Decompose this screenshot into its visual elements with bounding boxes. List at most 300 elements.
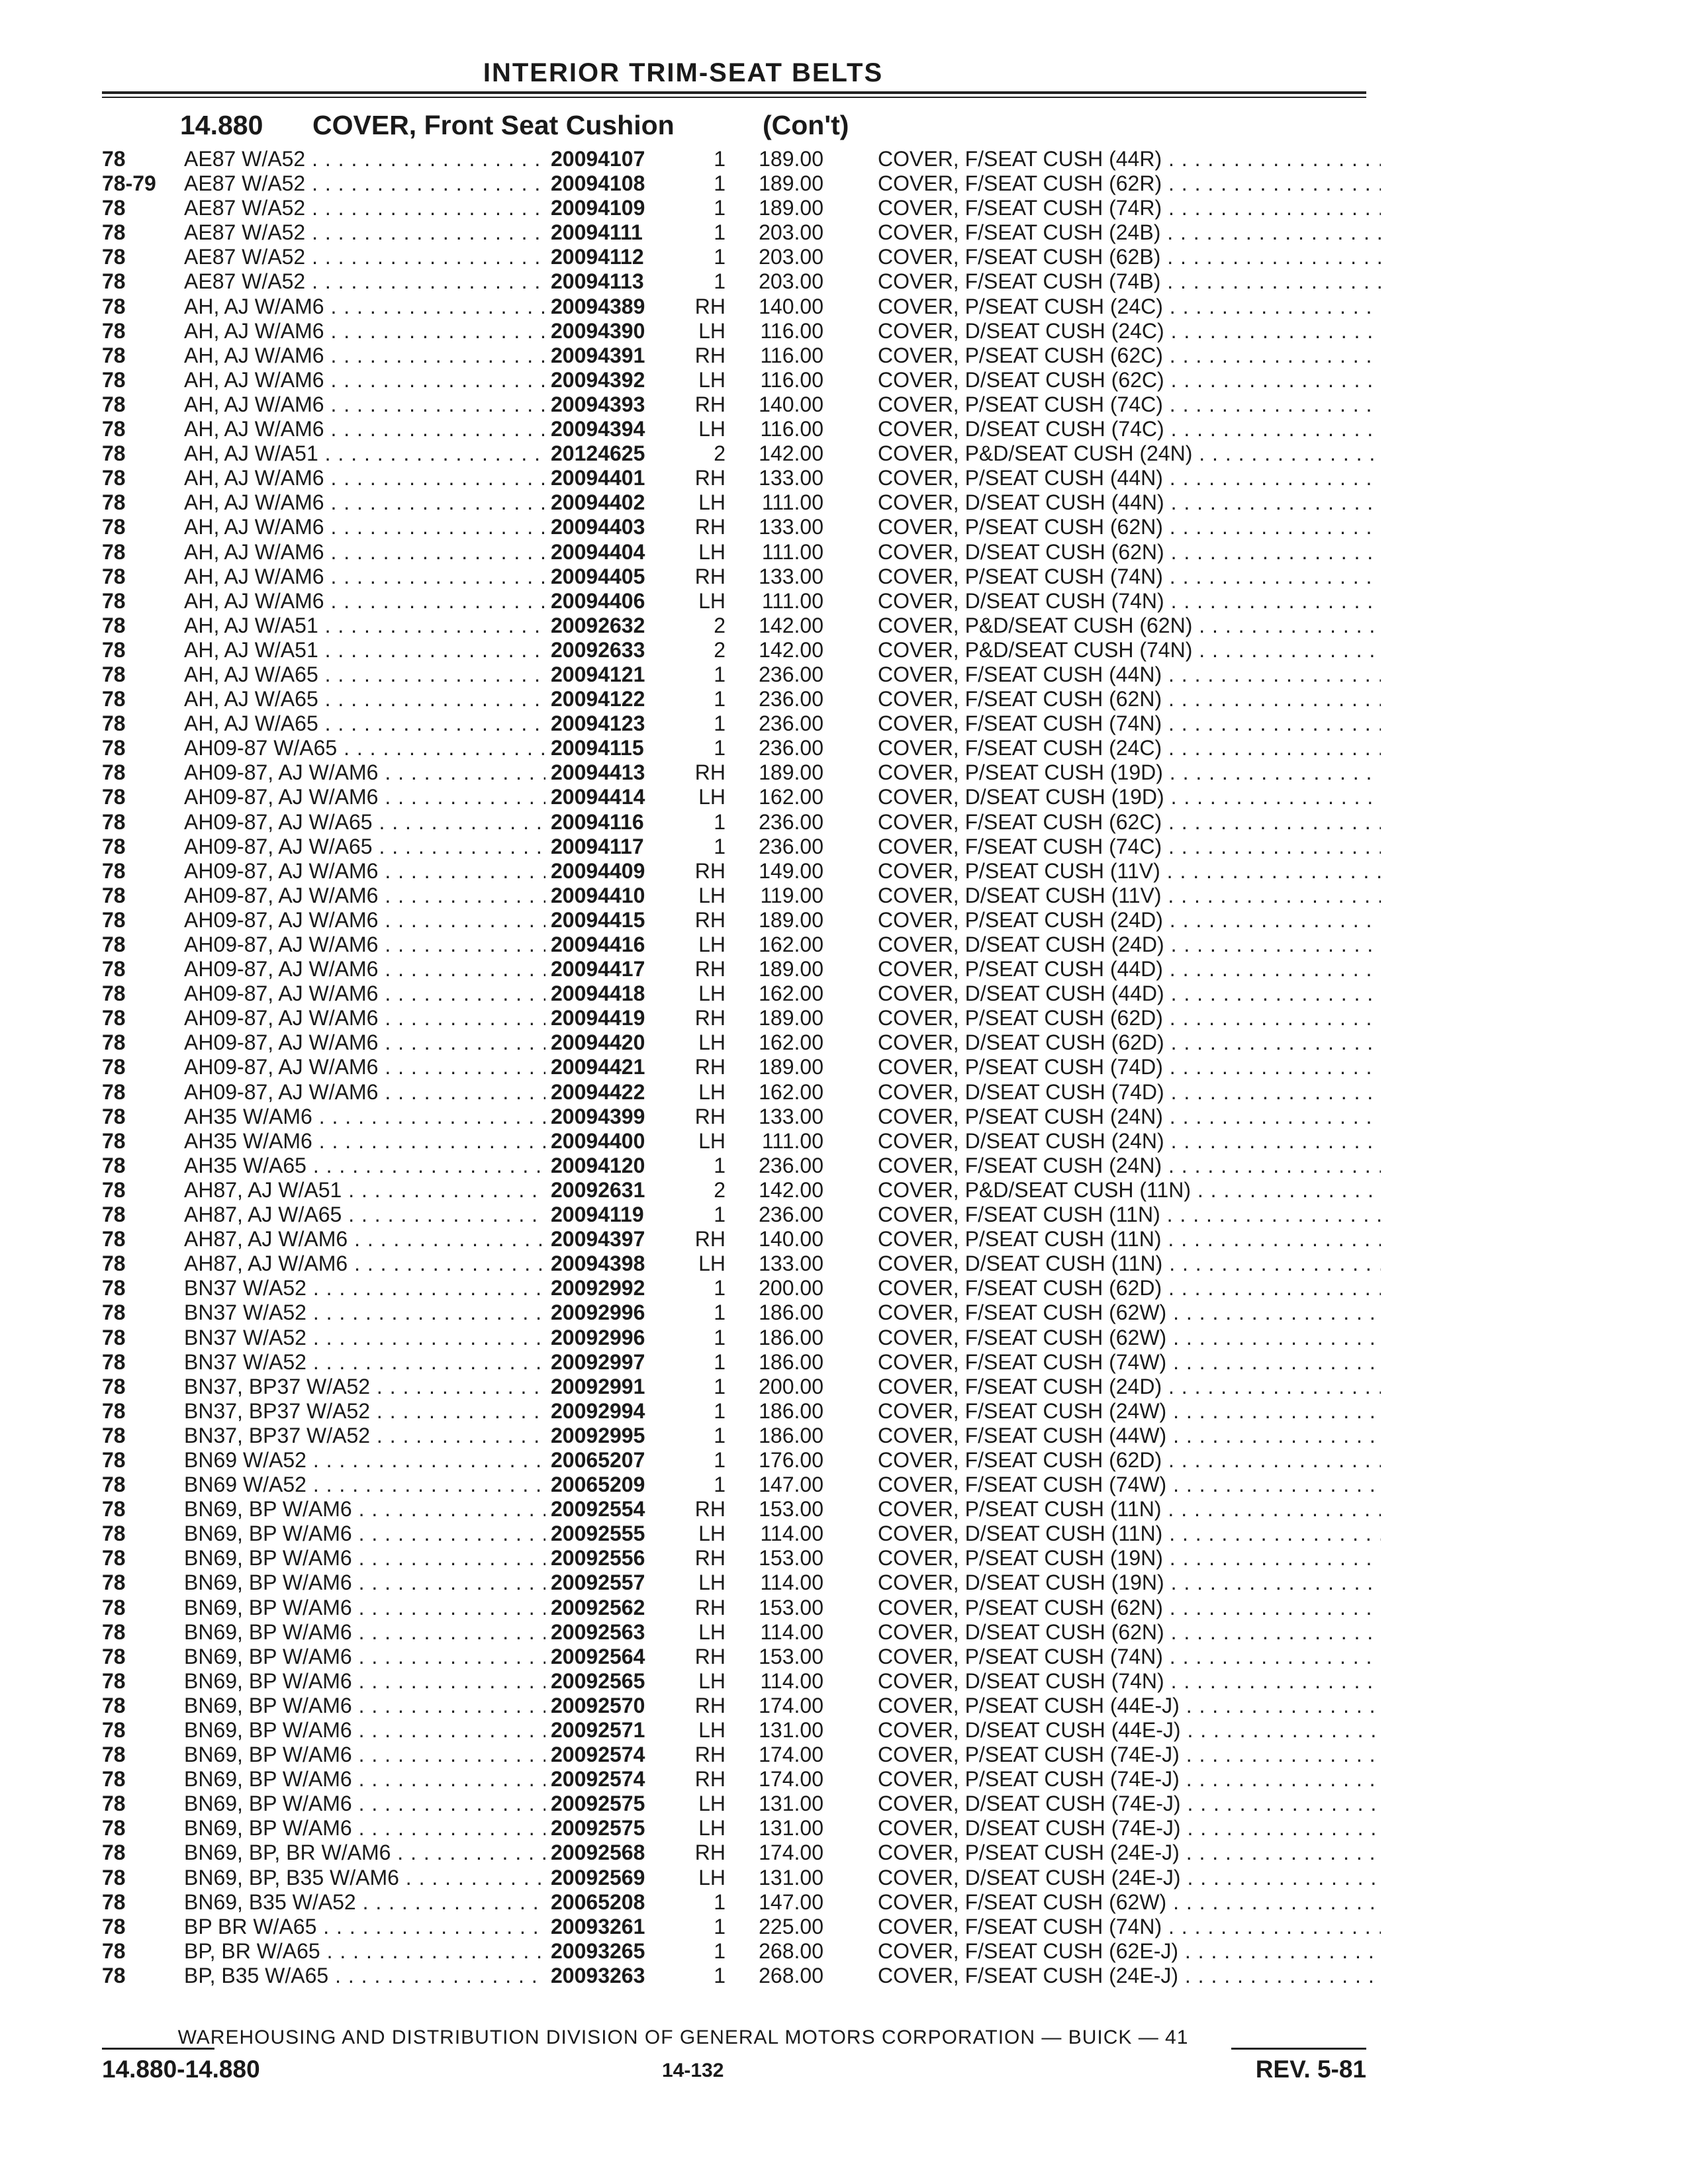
part-description: COVER, F/SEAT CUSH (62W) . . .: [878, 1300, 1381, 1325]
table-row: [102, 269, 1366, 294]
table-row: [102, 1129, 1366, 1154]
list-price: 116.00: [760, 417, 823, 441]
part-description: COVER, P/SEAT CUSH (74C) . . .: [878, 392, 1381, 417]
table-row: [102, 736, 1366, 760]
list-price: 236.00: [759, 687, 823, 711]
table-row: [102, 1055, 1366, 1079]
model-year: 78: [102, 1006, 126, 1030]
part-description: COVER, F/SEAT CUSH (24W) . . .: [878, 1399, 1381, 1424]
part-number: 20094406: [545, 589, 680, 614]
quantity: 1: [714, 662, 726, 686]
table-row: [102, 245, 1366, 269]
quantity: LH: [698, 1128, 726, 1153]
part-description: COVER, F/SEAT CUSH (74C) . . .: [878, 835, 1381, 859]
model-year: 78: [102, 1300, 126, 1325]
part-description: COVER, P/SEAT CUSH (74E-J) . . .: [878, 1767, 1381, 1792]
part-description: COVER, P/SEAT CUSH (24C) . . .: [878, 295, 1381, 319]
model-application: AH87, AJ W/AM6 . . .: [184, 1227, 647, 1251]
model-year: 78: [102, 1251, 126, 1276]
model-application: AE87 W/A52 . . .: [184, 147, 647, 171]
model-year: 78: [102, 269, 126, 294]
part-number: 20094109: [545, 196, 680, 220]
quantity: RH: [694, 1644, 726, 1668]
list-price: 162.00: [759, 1030, 823, 1055]
quantity: LH: [698, 785, 726, 809]
page-title: INTERIOR TRIM-SEAT BELTS: [483, 58, 884, 87]
table-row: [102, 1816, 1366, 1841]
model-application: AH35 W/AM6 . . .: [184, 1129, 647, 1154]
table-row: [102, 760, 1366, 785]
model-application: BN69, BP W/AM6 . . .: [184, 1767, 647, 1792]
list-price: 133.00: [759, 466, 823, 490]
model-year: 78: [102, 981, 126, 1006]
list-price: 189.00: [759, 147, 823, 171]
list-price: 116.00: [760, 318, 823, 343]
model-application: AE87 W/A52 . . .: [184, 220, 647, 245]
model-application: AH09-87, AJ W/AM6 . . .: [184, 1006, 647, 1030]
quantity: 1: [714, 1398, 726, 1423]
table-row: [102, 1154, 1366, 1178]
part-description: COVER, P&D/SEAT CUSH (11N) . . .: [878, 1178, 1381, 1203]
model-application: AH87, AJ W/A51 . . .: [184, 1178, 647, 1203]
part-number: 20094414: [545, 785, 680, 809]
quantity: 1: [714, 1914, 726, 1938]
list-price: 189.00: [759, 1055, 823, 1079]
model-application: AH35 W/A65 . . .: [184, 1154, 647, 1178]
table-row: [102, 1669, 1366, 1694]
part-number: 20094123: [545, 711, 680, 736]
quantity: LH: [698, 1792, 726, 1816]
part-description: COVER, F/SEAT CUSH (62N) . . .: [878, 687, 1381, 711]
part-number: 20092997: [545, 1350, 680, 1375]
table-row: [102, 1448, 1366, 1473]
part-description: COVER, P&D/SEAT CUSH (62N) . . .: [878, 614, 1381, 638]
part-description: COVER, F/SEAT CUSH (74B) . . .: [878, 269, 1381, 294]
part-number: 20092992: [545, 1276, 680, 1300]
model-application: AH, AJ W/AM6 . . .: [184, 343, 647, 368]
part-description: COVER, F/SEAT CUSH (11N) . . .: [878, 1203, 1381, 1227]
model-application: BN69, BP W/AM6 . . .: [184, 1645, 647, 1669]
quantity: 1: [714, 196, 726, 220]
quantity: 1: [714, 687, 726, 711]
model-year: 78: [102, 1177, 126, 1202]
model-year: 78: [102, 1619, 126, 1644]
list-price: 236.00: [759, 736, 823, 760]
table-row: [102, 1841, 1366, 1865]
model-year: 78: [102, 1423, 126, 1447]
model-application: AH09-87, AJ W/AM6 . . .: [184, 957, 647, 981]
quantity: LH: [698, 1816, 726, 1841]
quantity: RH: [694, 1104, 726, 1128]
quantity: LH: [698, 1668, 726, 1693]
part-number: 20092570: [545, 1694, 680, 1718]
part-description: COVER, D/SEAT CUSH (74C) . . .: [878, 417, 1381, 441]
model-application: BN69, BP, BR W/AM6 . . .: [184, 1841, 647, 1865]
quantity: RH: [694, 1743, 726, 1767]
part-description: COVER, D/SEAT CUSH (74N) . . .: [878, 1669, 1381, 1694]
part-number: 20094419: [545, 1006, 680, 1030]
list-price: 189.00: [759, 760, 823, 785]
part-description: COVER, D/SEAT CUSH (62C) . . .: [878, 368, 1381, 392]
part-number: 20094403: [545, 515, 680, 539]
quantity: LH: [698, 1619, 726, 1644]
model-application: BN69 W/A52 . . .: [184, 1473, 647, 1497]
quantity: LH: [698, 1251, 726, 1276]
model-year: 78: [102, 1398, 126, 1423]
part-number: 20092632: [545, 614, 680, 638]
part-description: COVER, P/SEAT CUSH (24N) . . .: [878, 1105, 1381, 1129]
list-price: 140.00: [759, 392, 823, 416]
part-number: 20094420: [545, 1030, 680, 1055]
model-year: 78: [102, 1644, 126, 1668]
part-description: COVER, P/SEAT CUSH (24D) . . .: [878, 908, 1381, 933]
model-year: 78: [102, 637, 126, 662]
table-row: [102, 1473, 1366, 1497]
list-price: 142.00: [759, 441, 823, 466]
part-number: 20094417: [545, 957, 680, 981]
part-number: 20094391: [545, 343, 680, 368]
footer-page-number: 14-132: [662, 2060, 724, 2081]
list-price: 236.00: [759, 834, 823, 858]
model-application: BP, BR W/A65 . . .: [184, 1939, 647, 1964]
list-price: 149.00: [759, 858, 823, 883]
quantity: RH: [694, 343, 726, 367]
model-application: AH, AJ W/AM6 . . .: [184, 466, 647, 490]
table-row: [102, 1178, 1366, 1203]
list-price: 142.00: [759, 1177, 823, 1202]
model-year: 78: [102, 1349, 126, 1374]
model-year: 78: [102, 858, 126, 883]
table-row: [102, 1915, 1366, 1939]
model-application: AH, AJ W/A65 . . .: [184, 662, 647, 687]
table-row: [102, 638, 1366, 662]
table-row: [102, 1276, 1366, 1300]
list-price: 186.00: [759, 1398, 823, 1423]
model-application: AH35 W/AM6 . . .: [184, 1105, 647, 1129]
part-description: COVER, D/SEAT CUSH (24C) . . .: [878, 319, 1381, 343]
quantity: 1: [714, 1203, 726, 1227]
list-price: 153.00: [759, 1644, 823, 1668]
table-row: [102, 981, 1366, 1006]
part-description: COVER, P/SEAT CUSH (62N) . . .: [878, 515, 1381, 539]
quantity: LH: [698, 367, 726, 392]
part-description: COVER, P/SEAT CUSH (11N) . . .: [878, 1497, 1381, 1522]
model-application: BN37, BP37 W/A52 . . .: [184, 1424, 647, 1448]
table-row: [102, 1105, 1366, 1129]
model-year: 78: [102, 883, 126, 907]
part-description: COVER, P&D/SEAT CUSH (24N) . . .: [878, 441, 1381, 466]
model-application: AH09-87, AJ W/AM6 . . .: [184, 1055, 647, 1079]
section-number: 14.880: [180, 110, 263, 140]
model-year: 78: [102, 1497, 126, 1522]
model-year: 78: [102, 441, 126, 466]
part-number: 20094416: [545, 933, 680, 957]
part-number: 20094111: [545, 220, 680, 245]
model-year: 78: [102, 1276, 126, 1300]
part-description: COVER, F/SEAT CUSH (74R) . . .: [878, 196, 1381, 220]
part-description: COVER, D/SEAT CUSH (44N) . . .: [878, 490, 1381, 515]
table-row: [102, 908, 1366, 933]
model-year: 78: [102, 466, 126, 490]
table-row: [102, 1522, 1366, 1546]
model-application: BN69, BP W/AM6 . . .: [184, 1596, 647, 1620]
part-number: 20092569: [545, 1866, 680, 1890]
quantity: 1: [714, 1349, 726, 1374]
table-row: [102, 295, 1366, 319]
part-number: 20094418: [545, 981, 680, 1006]
part-description: COVER, D/SEAT CUSH (62D) . . .: [878, 1030, 1381, 1055]
list-price: 174.00: [759, 1767, 823, 1792]
part-description: COVER, F/SEAT CUSH (74W) . . .: [878, 1473, 1381, 1497]
table-row: [102, 1792, 1366, 1816]
table-row: [102, 933, 1366, 957]
table-row: [102, 196, 1366, 220]
part-description: COVER, D/SEAT CUSH (11V) . . .: [878, 884, 1381, 908]
quantity: RH: [694, 858, 726, 883]
model-year: 78: [102, 687, 126, 711]
header-rule: [102, 91, 1366, 94]
part-number: 20094107: [545, 147, 680, 171]
list-price: 162.00: [759, 1079, 823, 1104]
part-description: COVER, P/SEAT CUSH (74N) . . .: [878, 565, 1381, 589]
list-price: 225.00: [759, 1914, 823, 1938]
table-row: [102, 1645, 1366, 1669]
table-row: [102, 417, 1366, 441]
model-application: AE87 W/A52 . . .: [184, 269, 647, 294]
quantity: RH: [694, 294, 726, 318]
quantity: 1: [714, 1938, 726, 1963]
list-price: 111.00: [761, 490, 823, 515]
quantity: 2: [714, 637, 726, 662]
model-year: 78: [102, 417, 126, 441]
model-year: 78: [102, 343, 126, 367]
model-year: 78: [102, 392, 126, 416]
part-description: COVER, P/SEAT CUSH (62D) . . .: [878, 1006, 1381, 1030]
table-row: [102, 1006, 1366, 1030]
part-number: 20094410: [545, 884, 680, 908]
quantity: 1: [714, 711, 726, 736]
list-price: 111.00: [761, 1128, 823, 1153]
model-application: AE87 W/A52 . . .: [184, 171, 647, 196]
quantity: 1: [714, 1423, 726, 1447]
table-row: [102, 711, 1366, 736]
list-price: 133.00: [759, 515, 823, 539]
quantity: RH: [694, 907, 726, 932]
list-price: 236.00: [759, 1203, 823, 1227]
model-application: AH, AJ W/AM6 . . .: [184, 490, 647, 515]
part-number: 20092563: [545, 1620, 680, 1645]
model-application: BN69, BP, B35 W/AM6 . . .: [184, 1866, 647, 1890]
list-price: 236.00: [759, 711, 823, 736]
table-row: [102, 343, 1366, 368]
model-year: 78: [102, 564, 126, 588]
model-year: 78: [102, 1374, 126, 1398]
model-year: 78: [102, 294, 126, 318]
model-application: AH09-87 W/A65 . . .: [184, 736, 647, 760]
table-row: [102, 1326, 1366, 1350]
part-description: COVER, D/SEAT CUSH (74D) . . .: [878, 1080, 1381, 1105]
model-year: 78: [102, 1865, 126, 1889]
part-number: 20094112: [545, 245, 680, 269]
table-row: [102, 1300, 1366, 1325]
table-row: [102, 859, 1366, 884]
model-application: AH09-87, AJ W/AM6 . . .: [184, 981, 647, 1006]
part-number: 20094397: [545, 1227, 680, 1251]
part-number: 20092631: [545, 1178, 680, 1203]
part-description: COVER, D/SEAT CUSH (11N) . . .: [878, 1522, 1381, 1546]
quantity: 1: [714, 1325, 726, 1349]
quantity: RH: [694, 515, 726, 539]
table-row: [102, 1375, 1366, 1399]
model-year: 78: [102, 809, 126, 834]
part-number: 20094402: [545, 490, 680, 515]
model-year: 78: [102, 196, 126, 220]
table-row: [102, 1596, 1366, 1620]
part-description: COVER, D/SEAT CUSH (62N) . . .: [878, 540, 1381, 565]
model-application: AH09-87, AJ W/AM6 . . .: [184, 884, 647, 908]
quantity: 1: [714, 171, 726, 196]
table-row: [102, 220, 1366, 245]
list-price: 153.00: [759, 1595, 823, 1619]
quantity: RH: [694, 1055, 726, 1079]
part-number: 20094398: [545, 1251, 680, 1276]
list-price: 133.00: [759, 1104, 823, 1128]
part-description: COVER, F/SEAT CUSH (24E-J) . . .: [878, 1964, 1381, 1988]
model-year: 78: [102, 1522, 126, 1546]
part-number: 20092995: [545, 1424, 680, 1448]
model-application: AH, AJ W/AM6 . . .: [184, 295, 647, 319]
model-application: BN69, BP W/AM6 . . .: [184, 1669, 647, 1694]
part-number: 20094400: [545, 1129, 680, 1154]
list-price: 153.00: [759, 1546, 823, 1570]
part-number: 20094119: [545, 1203, 680, 1227]
part-description: COVER, D/SEAT CUSH (19N) . . .: [878, 1570, 1381, 1595]
model-year: 78: [102, 1693, 126, 1717]
part-number: 20094120: [545, 1154, 680, 1178]
table-row: [102, 1743, 1366, 1767]
model-application: BP, B35 W/A65 . . .: [184, 1964, 647, 1988]
quantity: LH: [698, 1570, 726, 1595]
model-application: BN37, BP37 W/A52 . . .: [184, 1375, 647, 1399]
list-price: 200.00: [759, 1276, 823, 1300]
quantity: 1: [714, 269, 726, 294]
table-row: [102, 1964, 1366, 1988]
list-price: 268.00: [759, 1938, 823, 1963]
table-row: [102, 810, 1366, 835]
model-application: BN69, BP W/AM6 . . .: [184, 1792, 647, 1816]
list-price: 189.00: [759, 957, 823, 981]
part-description: COVER, F/SEAT CUSH (74W) . . .: [878, 1350, 1381, 1375]
model-year: 78: [102, 933, 126, 956]
part-description: COVER, F/SEAT CUSH (44R) . . .: [878, 147, 1381, 171]
part-number: 20094421: [545, 1055, 680, 1079]
table-row: [102, 957, 1366, 981]
part-number: 20094413: [545, 760, 680, 785]
table-row: [102, 884, 1366, 908]
table-row: [102, 565, 1366, 589]
list-price: 189.00: [759, 1006, 823, 1030]
model-year: 78: [102, 318, 126, 343]
footer-section-range: 14.880-14.880: [102, 2056, 260, 2083]
table-row: [102, 1030, 1366, 1055]
part-number: 20092555: [545, 1522, 680, 1546]
model-year: 78: [102, 1792, 126, 1816]
footer-revision: REV. 5-81: [1255, 2056, 1366, 2083]
part-description: COVER, P/SEAT CUSH (19N) . . .: [878, 1546, 1381, 1570]
model-year: 78: [102, 613, 126, 637]
part-description: COVER, P/SEAT CUSH (74E-J) . . .: [878, 1743, 1381, 1767]
model-application: BN37 W/A52 . . .: [184, 1350, 647, 1375]
list-price: 203.00: [759, 220, 823, 245]
part-number: 20094389: [545, 295, 680, 319]
part-number: 20092571: [545, 1718, 680, 1743]
model-year: 78: [102, 1743, 126, 1767]
part-number: 20065208: [545, 1890, 680, 1915]
part-description: COVER, F/SEAT CUSH (24C) . . .: [878, 736, 1381, 760]
parts-list: [102, 147, 1366, 1988]
model-application: AH, AJ W/AM6 . . .: [184, 392, 647, 417]
model-year: 78: [102, 1841, 126, 1865]
model-year: 78-79: [102, 171, 156, 196]
list-price: 114.00: [760, 1668, 823, 1693]
model-year: 78: [102, 367, 126, 392]
list-price: 200.00: [759, 1374, 823, 1398]
model-year: 78: [102, 1767, 126, 1792]
table-row: [102, 147, 1366, 171]
part-description: COVER, F/SEAT CUSH (62C) . . .: [878, 810, 1381, 835]
part-description: COVER, F/SEAT CUSH (44N) . . .: [878, 662, 1381, 687]
part-number: 20065209: [545, 1473, 680, 1497]
table-row: [102, 171, 1366, 196]
part-description: COVER, F/SEAT CUSH (62R) . . .: [878, 171, 1381, 196]
part-number: 20092633: [545, 638, 680, 662]
quantity: RH: [694, 1227, 726, 1251]
part-number: 20094121: [545, 662, 680, 687]
list-price: 174.00: [759, 1693, 823, 1717]
quantity: RH: [694, 1841, 726, 1865]
model-year: 78: [102, 711, 126, 736]
list-price: 174.00: [759, 1743, 823, 1767]
model-year: 78: [102, 1595, 126, 1619]
list-price: 147.00: [759, 1889, 823, 1914]
part-description: COVER, P/SEAT CUSH (62N) . . .: [878, 1596, 1381, 1620]
part-number: 20094392: [545, 368, 680, 392]
quantity: RH: [694, 1595, 726, 1619]
part-description: COVER, F/SEAT CUSH (62E-J) . . .: [878, 1939, 1381, 1964]
list-price: 111.00: [761, 539, 823, 564]
part-number: 20093265: [545, 1939, 680, 1964]
model-year: 78: [102, 834, 126, 858]
quantity: LH: [698, 539, 726, 564]
quantity: LH: [698, 417, 726, 441]
part-number: 20094422: [545, 1080, 680, 1105]
footer-division: WAREHOUSING AND DISTRIBUTION DIVISION OF GENERAL MOTORS CORPORATION — BUICK — 41: [177, 2026, 1189, 2048]
table-row: [102, 1546, 1366, 1570]
list-price: 189.00: [759, 196, 823, 220]
quantity: 1: [714, 245, 726, 269]
list-price: 140.00: [759, 294, 823, 318]
part-description: COVER, F/SEAT CUSH (62B) . . .: [878, 245, 1381, 269]
model-application: AH09-87, AJ W/AM6 . . .: [184, 859, 647, 884]
part-description: COVER, P/SEAT CUSH (74D) . . .: [878, 1055, 1381, 1079]
table-row: [102, 687, 1366, 711]
model-year: 78: [102, 588, 126, 613]
table-row: [102, 1203, 1366, 1227]
part-number: 20092996: [545, 1326, 680, 1350]
model-year: 78: [102, 1325, 126, 1349]
table-row: [102, 1890, 1366, 1915]
list-price: 186.00: [759, 1325, 823, 1349]
